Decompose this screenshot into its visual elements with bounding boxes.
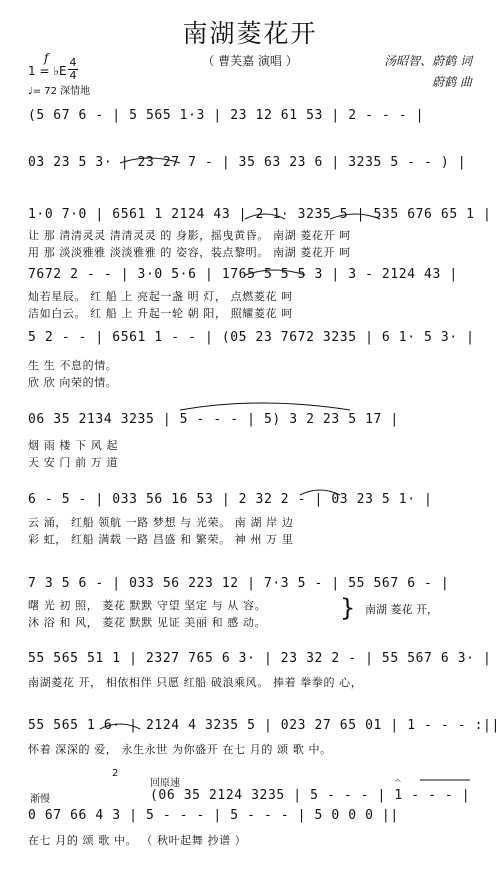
dynamic-forte: f (44, 51, 49, 65)
score-line-11: 0 67 66 4 3 | 5 - - - | 5 - - - | 5 0 0 0 || (28, 808, 399, 823)
lyric-line-5b: 欣 欣 向荣的情。 (28, 376, 118, 389)
lyric-brace: } (340, 594, 356, 622)
return-tempo-mark: 回原速 (150, 778, 180, 789)
score-line-7: 6 - 5 - | 033 56 16 53 | 2 32 2 - | 03 23 5 1· | (28, 492, 433, 507)
lyric-line-9: 南湖菱花 开， 相依相伴 只愿 红船 破浪乘风。 捧着 拳拳的 心， (28, 676, 363, 689)
score-line-3: 1·0 7·0 | 6561 1 2124 43 | 2 1· 3235 5 | 535 676 65 1 | (28, 207, 492, 222)
tempo-marking: ♩= 72 深情地 (28, 86, 91, 97)
lyric-line-8a: 曙 光 初 照， 菱花 默默 守望 坚定 与 从 容。 (28, 599, 267, 612)
lyric-line-5a: 生 生 不息的情。 (28, 359, 118, 372)
lyric-line-4a: 灿若星辰。 红 船 上 亮起一盏 明 灯， 点燃菱花 呵 (28, 290, 293, 303)
time-signature-bottom: 4 (69, 69, 77, 82)
score-line-2: 03 23 5 3· | 23 27 7 - | 35 63 23 6 | 3235 5 - - ) | (28, 155, 467, 170)
composer-credit: 蔚鹤 曲 (432, 75, 472, 89)
volta-2-mark: 2 (112, 768, 119, 779)
slur-line-6 (180, 403, 350, 410)
singer-credit: （ 曹芙嘉 演唱 ） (202, 54, 298, 68)
lyric-line-10: 怀着 深深的 爱， 永生永世 为你盛开 在七 月的 颂 歌 中。 (28, 743, 332, 756)
score-line-5: 5 2 - - | 6561 1 - - | (05 23 7672 3235 | 6 1· 5 3· | (28, 330, 475, 345)
score-line-10: 55 565 1 6· | 2124 4 3235 5 | 023 27 65 01 | 1 - - - :|| (28, 718, 500, 733)
lyric-line-6b: 天 安 门 前 万 道 (28, 456, 119, 469)
score-line-6: 06 35 2134 3235 | 5 - - - | 5) 3 2 23 5 17 | (28, 412, 399, 427)
lyric-line-3b: 用 那 淡淡雅雅 淡淡雅雅 的 姿容，装点黎明。 南湖 菱花开 呵 (28, 246, 351, 259)
lyric-line-7b: 彩 虹， 红船 满载 一路 昌盛 和 繁荣。 神 州 万 里 (28, 533, 294, 546)
lyric-line-6a: 烟 雨 楼 下 风 起 (28, 439, 119, 452)
lyric-line-7a: 云 涌， 红船 领航 一路 梦想 与 光荣。 南 湖 岸 边 (28, 516, 294, 529)
score-line-1: (5 67 6 - | 5 565 1·3 | 23 12 61 53 | 2 - - - | (28, 108, 425, 123)
song-title: 南湖菱花开 (182, 19, 318, 48)
inline-lyric: 南湖 菱花 开， (365, 603, 438, 616)
lyric-line-4b: 洁如白云。 红 船 上 升起一轮 朝 阳， 照耀菱花 呵 (28, 307, 293, 320)
slowdown-mark: 渐慢 (30, 794, 50, 805)
score-line-4: 7672 2 - - | 3·0 5·6 | 1765 5 5 5 3 | 3 - 2124 43 | (28, 267, 458, 282)
time-signature-top: 4 (69, 56, 77, 69)
lyric-line-11: 在七 月的 颂 歌 中。 （ 秋叶起舞 抄谱 ） (28, 834, 247, 847)
lyricist-credit: 汤昭智、蔚鹤 词 (384, 54, 472, 68)
score-line-9: 55 565 51 1 | 2327 765 6 3· | 23 32 2 - | 55 567 6 3· | (28, 651, 492, 666)
score-line-12: (06 35 2124 3235 | 5 - - - | 1 - - - | (150, 788, 471, 803)
key-signature: 1 = ♭E (28, 64, 67, 78)
lyric-line-8b: 沐 浴 和 风， 菱花 默默 见证 美丽 和 感 动。 (28, 616, 267, 629)
score-line-8: 7 3 5 6 - | 033 56 223 12 | 7·3 5 - | 55 567 6 - | (28, 576, 450, 591)
lyric-line-3a: 让 那 清清灵灵 清清灵灵 的 身影，摇曳黄昏。 南湖 菱花开 呵 (28, 229, 351, 242)
fermata-mark: 𝄐 (395, 776, 401, 787)
